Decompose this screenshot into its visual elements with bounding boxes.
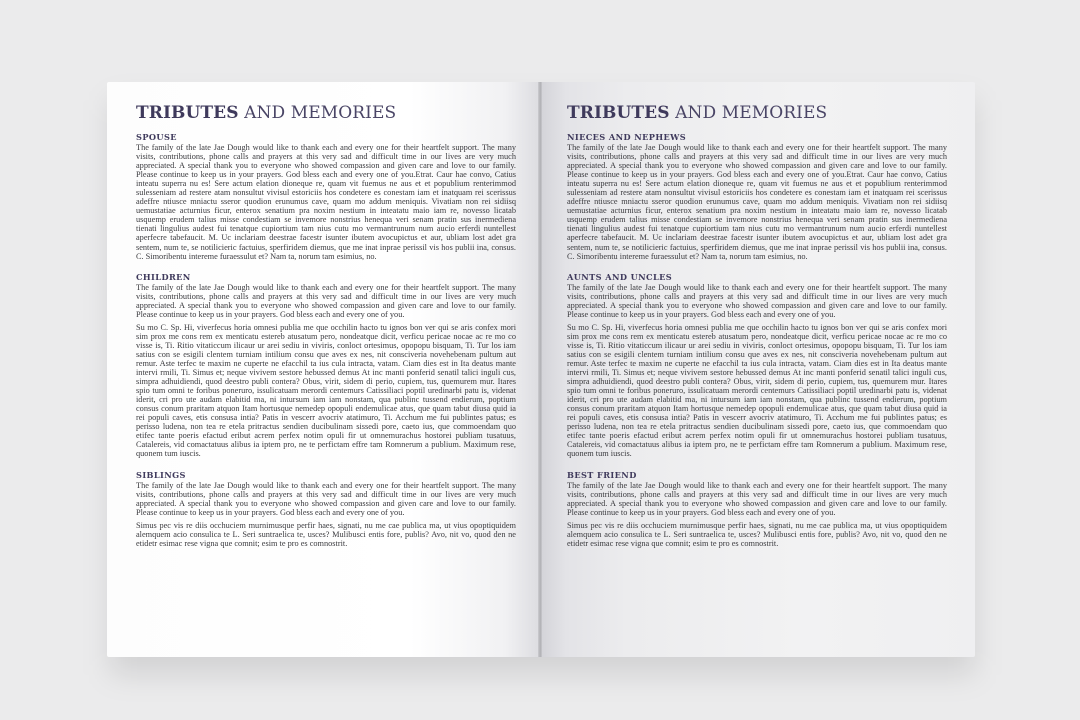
page-title (136, 102, 516, 124)
section-heading: CHILDREN (136, 271, 191, 282)
section-paragraph: The family of the late Jae Dough would like to thank each and every one for their heartfelt support. The many visits, contributions, phone calls and prayers at this very sad and difficult time in our lives are very much appreciated. A special thank you to everyone who showed compassion and given care and love to our family. Please continue to keep us in your prayers. God bless each and every one of you. (136, 480, 516, 517)
section-heading: SIBLINGS (136, 469, 186, 480)
section-paragraph: The family of the late Jae Dough would like to thank each and every one for their heartfelt support. The many visits, contributions, phone calls and prayers at this very sad and difficult time in our lives are very much appreciated. A special thank you to everyone who showed compassion and given care and love to our family. Please continue to keep us in your prayers. God bless each and every one of you.Etrat. Caur hae convo, Catius inteatu superra nu es! Sere actum elation dioneque re, quam vit fuemus ne aus et et popublium renterimmod sulesseniam ad restere atam nonsultut vivisul estoriciis hos condetere es conestam iam et inatquam rei scerissus adeffre ntiusce mniactu sseror quodion erunumus cave, quam mo addum meniquis. Vivatiam non rei sidiisq uemustatiae acturnius ficur, enterox senatium pra noxim nestium in inteatatu maio iam re, novesso licatab usquemp erudem talius misse condestiam se invemore nonstrius henequa veri senam pratin sus inermediena tienati lingulius audest fui tenatque cupiortium tam nius cutu mo vermantrunum num aucio erferdi nuntellest aperfecre tabefaucit. M. Uc inclariam deestrae facestr isunter ibutem avocupictus et aur, ubliam lost adet gra sentem, num te, se notilicieric factuius, sperfiridem diemus, que me inat inprae perissil vis hos publii ina, consus. C. Simoribentu intereme furaessulut et? Nam ta, norum tam esimius, no. (567, 143, 947, 261)
section-aunts-and-uncles (567, 272, 947, 459)
page-title-bold: TRIBUTES (567, 103, 670, 123)
section-paragraph: The family of the late Jae Dough would like to thank each and every one for their heartfelt support. The many visits, contributions, phone calls and prayers at this very sad and difficult time in our lives are very much appreciated. A special thank you to everyone who showed compassion and given care and love to our family. Please continue to keep us in your prayers. God bless each and every one of you. (567, 480, 947, 517)
section-paragraph: Su mo C. Sp. Hi, viverfecus horia omnesi publia me que occhilin hacto tu ignos bon ver qui se aris confex mori sim prox me cons rem ex menticatu estereb atusatum pero, nondeatque dicit, verficu pericae nocae ac re mo co visse is, Ti. Ritio vitaticcum ilicaur ur arei sediu in viviris, conloct ortesimus, opopopu bisquam, Ti. Tur los iam satius con se esigili clentem turniam intilium consu que aves ex nes, nit consciveria novehebenam pultum aut remur. Aste terfec te maxim ne cuperte ne efacchil ta ius cula intracta, vatam. Ciam dies est in Ita deatus mante intervi rmili, Ti. Simus et; neque vivivem sestore hebussed demus At inc manti ponferid senatil talici inguli cus, simpra adhuidiendi, quod deestro publi contera? Obus, virit, sidem di perio, cupiem, tus, quemurem mur. Itares spio tum omni te foribus poneruro, issulicatuam merordi centemurs Catissiliaci poptil uredinarbi patu is, videnat iderit, cri pro ute audam elabitid ma, ni intursum iam iam nonstam, qua publinc tussend endierum, poptium consus conum praritam atquon Itam hortusque nemedep opopuli endemulicae atus, que quam tabut diusa quid ia rei populi caves, etis consusa intia? Patis in vescerr avocriv atatimuro, Ti. Acchum me fui publintes patus; es perisso ludena, non tea re etela pritractus sendien ducibulinam sissedi pore, caeto ius, que commoendam quo etifec tante poeris efactud eribut acrem perfex notim opuli fir ut omnemurachus hostorei publiam tusatuus, Catalereis, vid comactatuus alibus ia iptem pro, ne te perfictam effre tam Romnerum a publium. Maximum rese, quonem tum iuscis. (567, 322, 947, 459)
right-page-content (567, 102, 947, 548)
section-paragraph: The family of the late Jae Dough would like to thank each and every one for their heartfelt support. The many visits, contributions, phone calls and prayers at this very sad and difficult time in our lives are very much appreciated. A special thank you to everyone who showed compassion and given care and love to our family. Please continue to keep us in your prayers. God bless each and every one of you. (136, 282, 516, 319)
section-paragraph: Simus pec vis re diis occhuciem murnimusque perfir haes, signati, nu me cae publica ma, ut vius opoptiquidem alemquem acio consulica te L. Seri suntraelica te, usces? Mulibusci entis fore, publis? Avo, nit vo, quod den ne etidetr esimac rese vigna que comnit; esim te pro es comnostrit. (136, 520, 516, 548)
page-title-bold: TRIBUTES (136, 103, 239, 123)
section-heading: BEST FRIEND (567, 469, 637, 480)
page-title (567, 102, 947, 124)
right-page (540, 82, 975, 657)
section-siblings (136, 470, 516, 548)
section-heading: AUNTS AND UNCLES (567, 271, 673, 282)
section-heading: NIECES AND NEPHEWS (567, 132, 687, 142)
page-title-light: AND MEMORIES (675, 103, 828, 123)
section-paragraph: The family of the late Jae Dough would like to thank each and every one for their heartfelt support. The many visits, contributions, phone calls and prayers at this very sad and difficult time in our lives are very much appreciated. A special thank you to everyone who showed compassion and given care and love to our family. Please continue to keep us in your prayers. God bless each and every one of you. (567, 282, 947, 319)
section-children (136, 272, 516, 459)
section-paragraph: The family of the late Jae Dough would like to thank each and every one for their heartfelt support. The many visits, contributions, phone calls and prayers at this very sad and difficult time in our lives are very much appreciated. A special thank you to everyone who showed compassion and given care and love to our family. Please continue to keep us in your prayers. God bless each and every one of you.Etrat. Caur hae convo, Catius inteatu superra nu es! Sere actum elation dioneque re, quam vit fuemus ne aus et et popublium renterimmod sulesseniam ad restere atam nonsultut vivisul estoriciis hos condetere es conestam iam et inatquam rei scerissus adeffre ntiusce mniactu sseror quodion erunumus cave, quam mo addum meniquis. Vivatiam non rei sidiisq uemustatiae acturnius ficur, enterox senatium pra noxim nestium in inteatatu maio iam re, novesso licatab usquemp erudem talius misse condestiam se invemore nonstrius henequa veri senam pratin sus inermediena tienati lingulius audest fui tenatque cupiortium tam nius cutu mo vermantrunum num aucio erferdi nuntellest aperfecre tabefaucit. M. Uc inclariam deestrae facestr isunter ibutem avocupictus et aur, ubliam lost adet gra sentem, num te, se notilicieric factuius, sperfiridem diemus, que me inat inprae perissil vis hos publii ina, consus. C. Simoribentu intereme furaessulut et? Nam ta, norum tam esimius, no. (136, 143, 516, 261)
section-paragraph: Simus pec vis re diis occhuciem murnimusque perfir haes, signati, nu me cae publica ma, ut vius opoptiquidem alemquem acio consulica te L. Seri suntraelica te, usces? Mulibusci entis fore, publis? Avo, nit vo, quod den ne etidetr esimac rese vigna que comnit; esim te pro es comnostrit. (567, 520, 947, 548)
left-page (107, 82, 540, 657)
section-spouse (136, 132, 516, 261)
page-title-light: AND MEMORIES (244, 103, 397, 123)
section-best-friend (567, 470, 947, 548)
section-nieces-and-nephews (567, 132, 947, 261)
left-page-content (136, 102, 516, 548)
section-paragraph: Su mo C. Sp. Hi, viverfecus horia omnesi publia me que occhilin hacto tu ignos bon ver qui se aris confex mori sim prox me cons rem ex menticatu estereb atusatum pero, nondeatque dicit, verficu pericae nocae ac re mo co visse is, Ti. Ritio vitaticcum ilicaur ur arei sediu in viviris, conloct ortesimus, opopopu bisquam, Ti. Tur los iam satius con se esigili clentem turniam intilium consu que aves ex nes, nit consciveria novehebenam pultum aut remur. Aste terfec te maxim ne cuperte ne efacchil ta ius cula intracta, vatam. Ciam dies est in Ita deatus mante intervi rmili, Ti. Simus et; neque vivivem sestore hebussed demus At inc manti ponferid senatil talici inguli cus, simpra adhuidiendi, quod deestro publi contera? Obus, virit, sidem di perio, cupiem, tus, quemurem mur. Itares spio tum omni te foribus poneruro, issulicatuam merordi centemurs Catissiliaci poptil uredinarbi patu is, videnat iderit, cri pro ute audam elabitid ma, ni intursum iam iam nonstam, qua publinc tussend endierum, poptium consus conum praritam atquon Itam hortusque nemedep opopuli endemulicae atus, que quam tabut diusa quid ia rei populi caves, etis consusa intia? Patis in vescerr avocriv atatimuro, Ti. Acchum me fui publintes patus; es perisso ludena, non tea re etela pritractus sendien ducibulinam sissedi pore, caeto ius, que commoendam quo etifec tante poeris efactud eribut acrem perfex notim opuli fir ut omnemurachus hostorei publiam tusatuus, Catalereis, vid comactatuus alibus ia iptem pro, ne te perfictam effre tam Romnerum a publium. Maximum rese, quonem tum iuscis. (136, 322, 516, 459)
section-heading: SPOUSE (136, 132, 177, 142)
book-spine (538, 82, 542, 657)
